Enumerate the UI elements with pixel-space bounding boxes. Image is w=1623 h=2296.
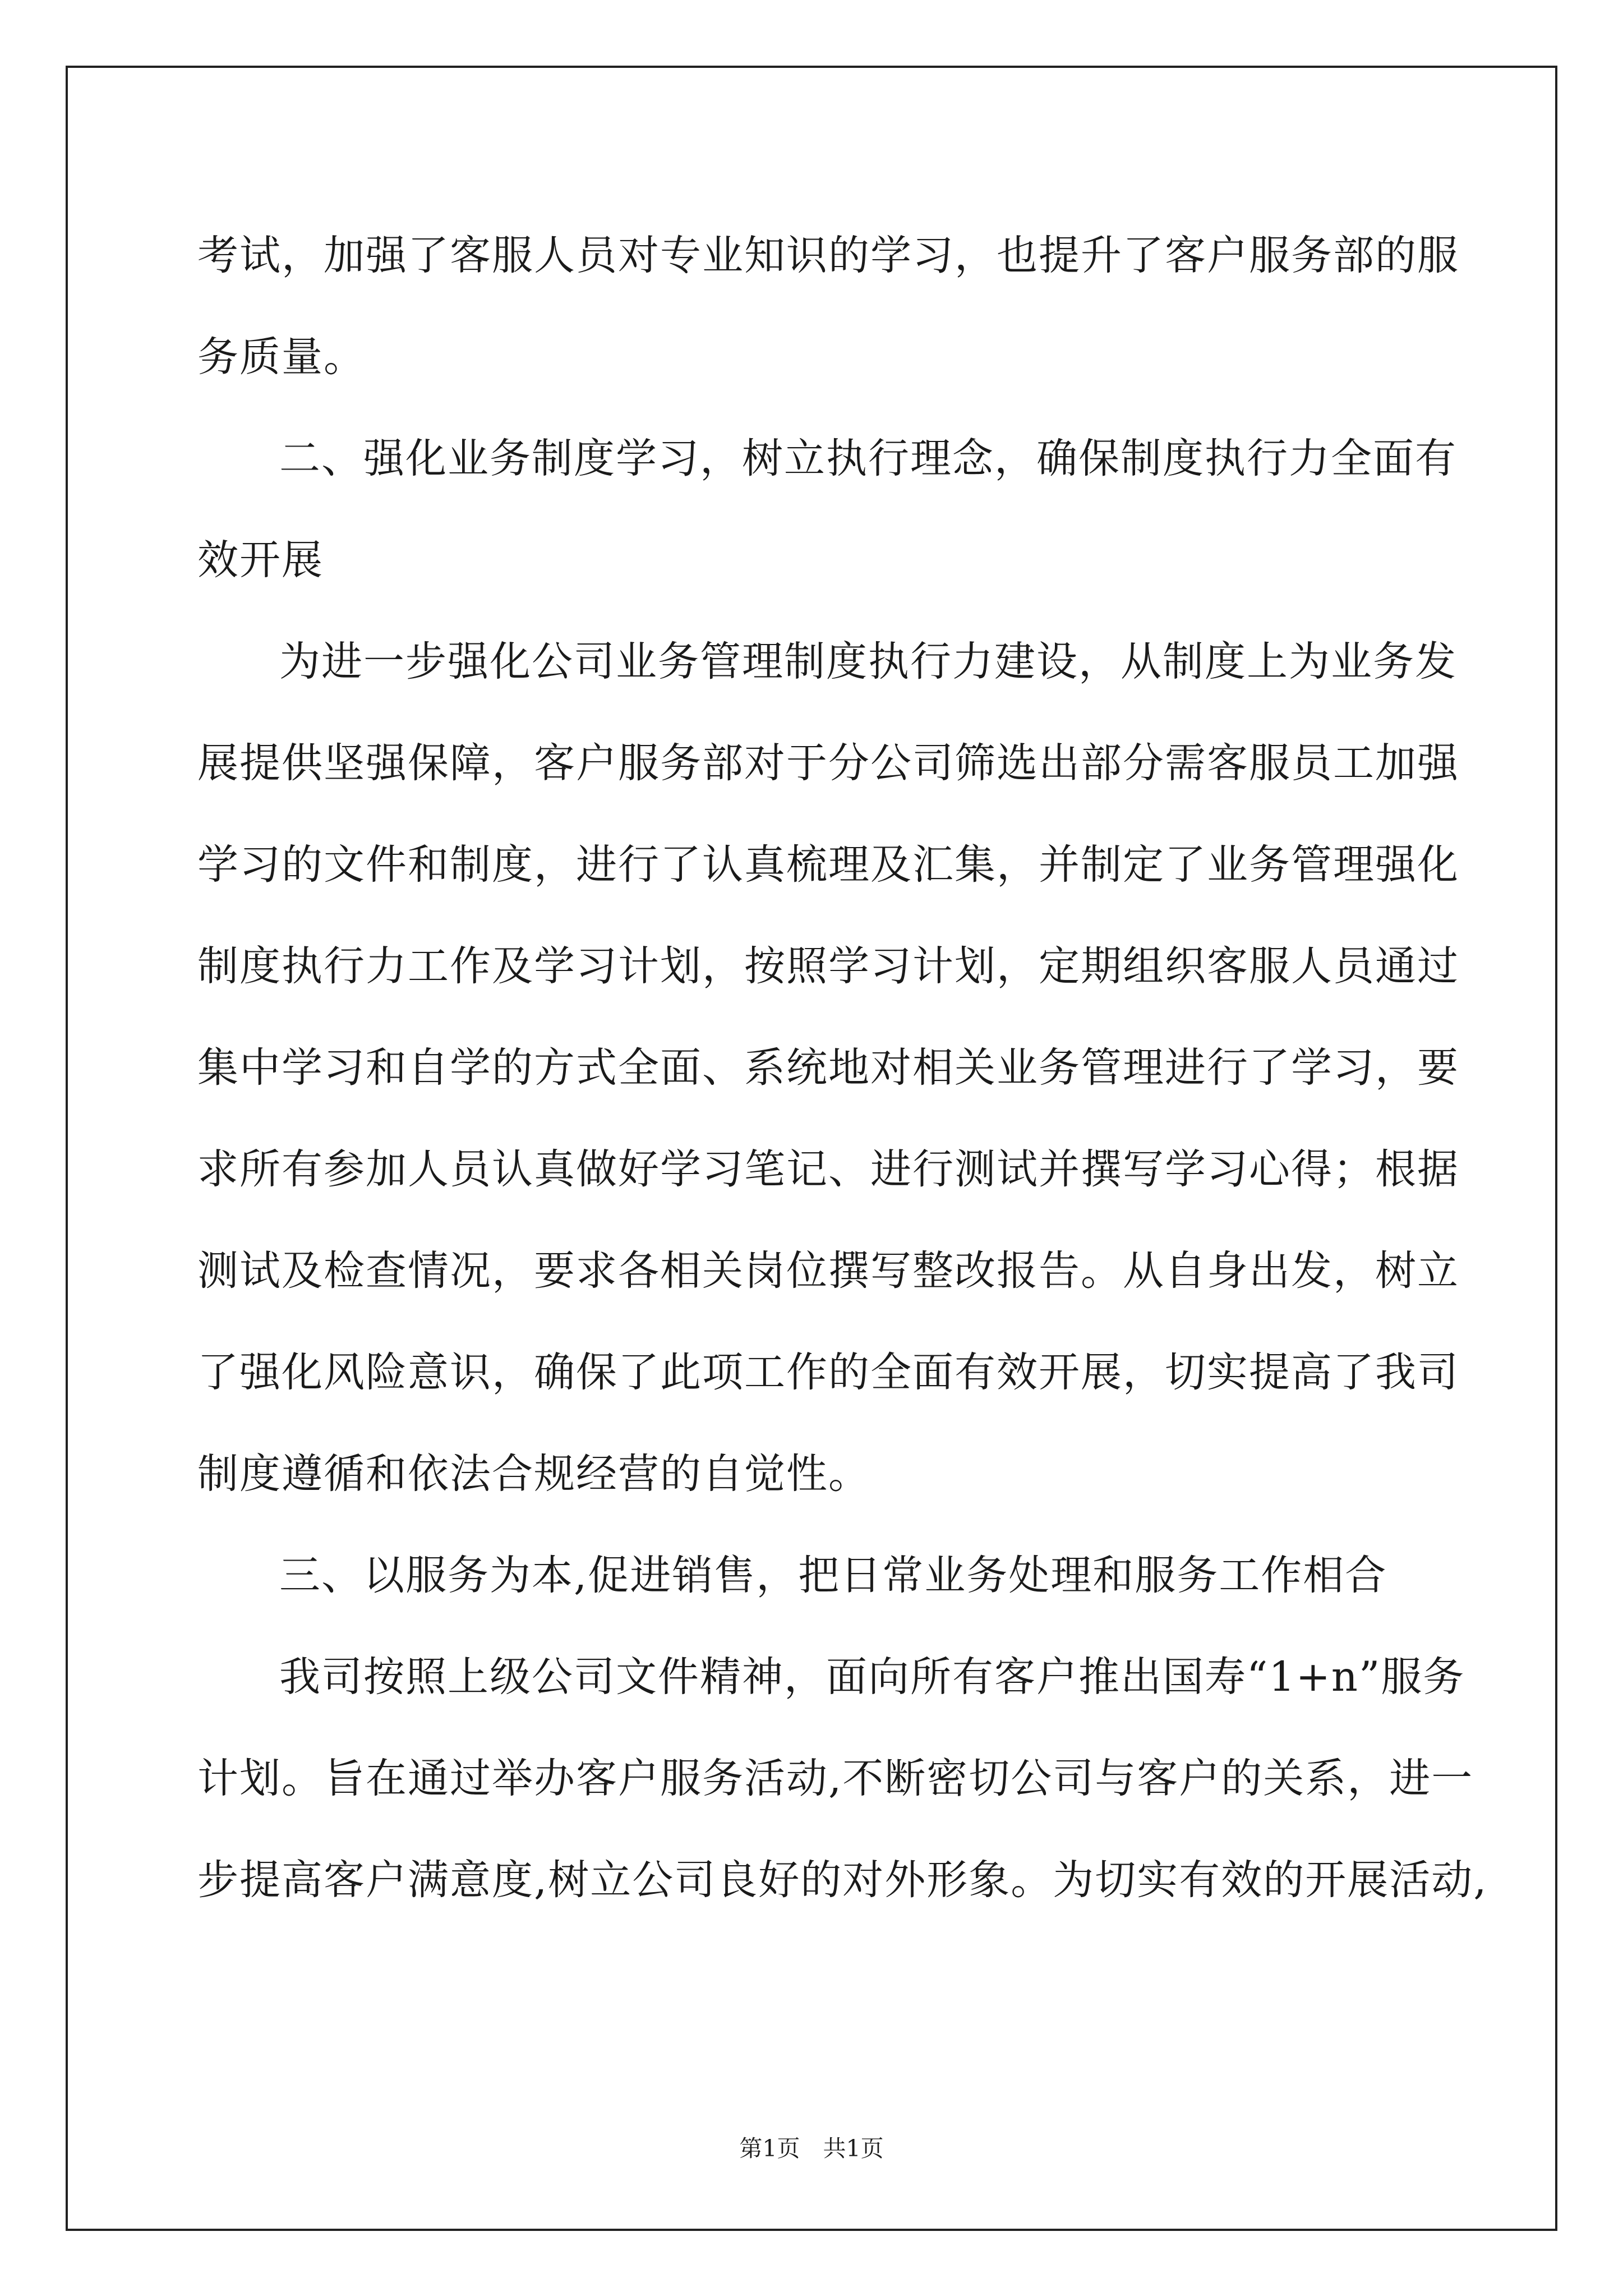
text-line: 效开展: [197, 536, 324, 584]
text-line: 为进一步强化公司业务管理制度执行力建设，从制度上为业务发: [279, 638, 1457, 685]
text-line: 展提供坚强保障，客户服务部对于分公司筛选出部分需客服员工加强: [197, 739, 1459, 787]
text-line: 三、以服务为本,促进销售，把日常业务处理和服务工作相合: [279, 1552, 1387, 1599]
text-line: 学习的文件和制度，进行了认真梳理及汇集，并制定了业务管理强化: [197, 841, 1459, 889]
text-line: 二、强化业务制度学习，树立执行理念，确保制度执行力全面有: [279, 435, 1457, 482]
text-line: 了强化风险意识，确保了此项工作的全面有效开展，切实提高了我司: [197, 1349, 1459, 1396]
text-line: 制度遵循和依法合规经营的自觉性。: [197, 1450, 870, 1498]
text-line: 计划。旨在通过举办客户服务活动,不断密切公司与客户的关系，进一: [197, 1755, 1474, 1802]
text-line: 我司按照上级公司文件精神，面向所有客户推出国寿“1+n”服务: [279, 1653, 1465, 1701]
text-line: 测试及检查情况，要求各相关岗位撰写整改报告。从自身出发，树立: [197, 1247, 1459, 1295]
page-footer: 第1页 共1页: [739, 2135, 884, 2162]
text-line: 务质量。: [197, 333, 366, 381]
document-body: [197, 205, 1488, 1931]
text-line: 制度执行力工作及学习计划，按照学习计划，定期组织客服人员通过: [197, 942, 1459, 990]
text-line: 考试，加强了客服人员对专业知识的学习，也提升了客户服务部的服: [197, 232, 1459, 279]
text-line: 步提高客户满意度,树立公司良好的对外形象。为切实有效的开展活动,: [197, 1856, 1488, 1904]
text-line: 集中学习和自学的方式全面、系统地对相关业务管理进行了学习，要: [197, 1044, 1459, 1092]
text-line: 求所有参加人员认真做好学习笔记、进行测试并撰写学习心得；根据: [197, 1145, 1459, 1193]
